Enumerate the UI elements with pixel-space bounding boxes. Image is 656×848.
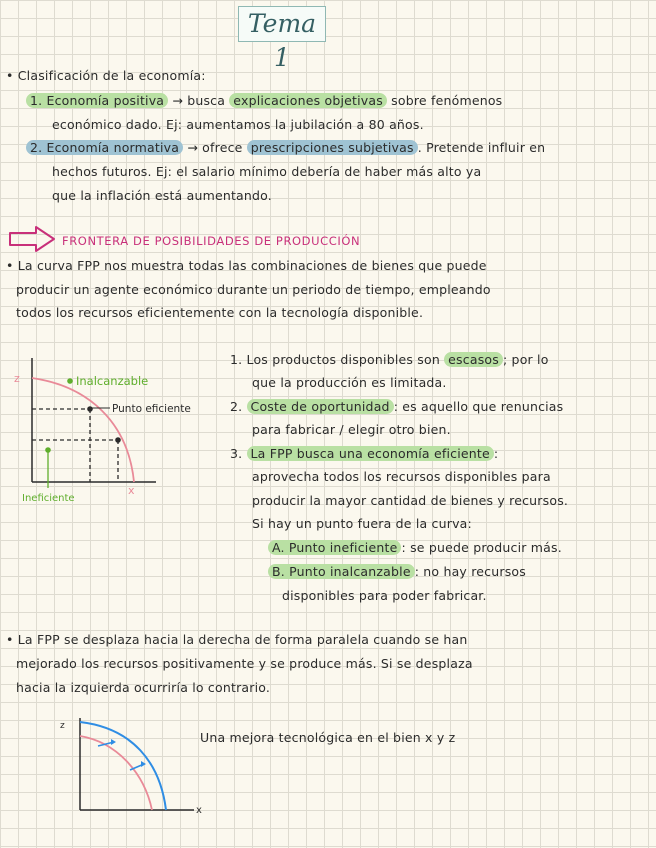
fpp-intro-line2: producir un agente económico durante un periodo de tiempo, empleando [16,282,491,297]
point-1-text-end: ; por lo [502,352,549,367]
point-2-number: 2. [230,399,243,414]
point-b-line [268,564,526,579]
efficient-label: Punto eficiente [112,403,191,415]
inefficient-label: Ineficiente [22,493,75,504]
normative-economy-label: 2. Economía normativa [26,140,183,155]
point-2-text: : es aquello que renuncias [393,399,564,414]
bullet: • [6,68,18,83]
normative-economy-line [26,140,545,155]
point-1-line1 [230,352,549,367]
y-axis-label: z [14,372,20,385]
point-2-highlight: Coste de oportunidad [247,399,394,414]
positive-economy-line [26,93,502,108]
point-b-highlight: B. Punto inalcanzable [268,564,415,579]
point-3-highlight: La FPP busca una economía eficiente [247,446,494,461]
point-3-line3: producir la mayor cantidad de bienes y recursos. [252,493,569,508]
normative-economy-rest: . Pretende influir en [417,140,546,155]
shift-line3: hacia la izquierda ocurriría lo contrario. [16,680,271,695]
normative-economy-line2: hechos futuros. Ej: el salario mínimo debería de haber más alto ya [52,164,482,179]
shifted-fpp-curve [80,722,166,810]
shift-arrowhead [141,761,146,767]
shift-line1-text: La FPP se desplaza hacia la derecha de forma paralela cuando se han [17,632,468,647]
point-3-line1 [230,446,498,461]
inefficient-point [45,447,51,453]
unattainable-point [67,378,73,384]
positive-economy-rest: sobre fenómenos [391,93,503,108]
efficient-point [115,437,121,443]
original-fpp-curve [80,736,152,810]
fpp-graph [8,352,228,512]
fpp-shift-graph [56,712,216,822]
normative-economy-line3: que la inflación está aumentando. [52,188,272,203]
fpp-heading: FRONTERA DE POSIBILIDADES DE PRODUCCIÓN [62,234,361,248]
point-1-number: 1. [230,352,243,367]
fpp-curve [32,378,134,482]
bullet: • [6,258,18,273]
shift-graph-caption: Una mejora tecnológica en el bien x y z [200,730,456,745]
point-3-line4: Si hay un punto fuera de la curva: [252,516,472,531]
classification-heading [6,68,206,83]
shift-arrowhead [111,739,116,745]
point-b-line2: disponibles para poder fabricar. [282,588,487,603]
point-3-line2: aprovecha todos los recursos disponibles para [252,469,551,484]
positive-economy-line2: económico dado. Ej: aumentamos la jubilación a 80 años. [52,117,424,132]
positive-economy-highlight: explicaciones objetivas [229,93,387,108]
point-b-text: : no hay recursos [414,564,526,579]
point-2-line1 [230,399,563,414]
point-2-line2: para fabricar / elegir otro bien. [252,422,451,437]
positive-economy-label: 1. Economía positiva [26,93,168,108]
point-1-text: Los productos disponibles son [246,352,440,367]
normative-economy-arrow: → ofrece [187,140,243,155]
shift-line2: mejorado los recursos positivamente y se produce más. Si se desplaza [16,656,473,671]
fpp-intro-line1 [6,258,487,273]
page-title: Tema 1 [238,6,326,42]
normative-economy-highlight: prescripciones subjetivas [247,140,418,155]
fpp-intro-line3: todos los recursos eficientemente con la tecnología disponible. [16,305,424,320]
point-3-number: 3. [230,446,243,461]
point-3-text: : [493,446,499,461]
x-axis-label: x [196,805,202,816]
bullet: • [6,632,18,647]
unattainable-label: Inalcanzable [76,374,149,388]
fpp-intro-line1-text: La curva FPP nos muestra todas las combinaciones de bienes que puede [17,258,487,273]
classification-heading-text: Clasificación de la economía: [17,68,206,83]
point-a-text: : se puede producir más. [401,540,562,555]
point-a-line [268,540,562,555]
efficient-point [87,406,93,412]
y-axis-label: z [60,721,65,731]
x-axis-label: x [128,484,135,497]
positive-economy-arrow: → busca [172,93,226,108]
point-a-highlight: A. Punto ineficiente [268,540,401,555]
point-1-line2: que la producción es limitada. [252,375,447,390]
arrow-right-icon [6,225,58,253]
shift-line1 [6,632,468,647]
point-1-highlight: escasos [444,352,503,367]
